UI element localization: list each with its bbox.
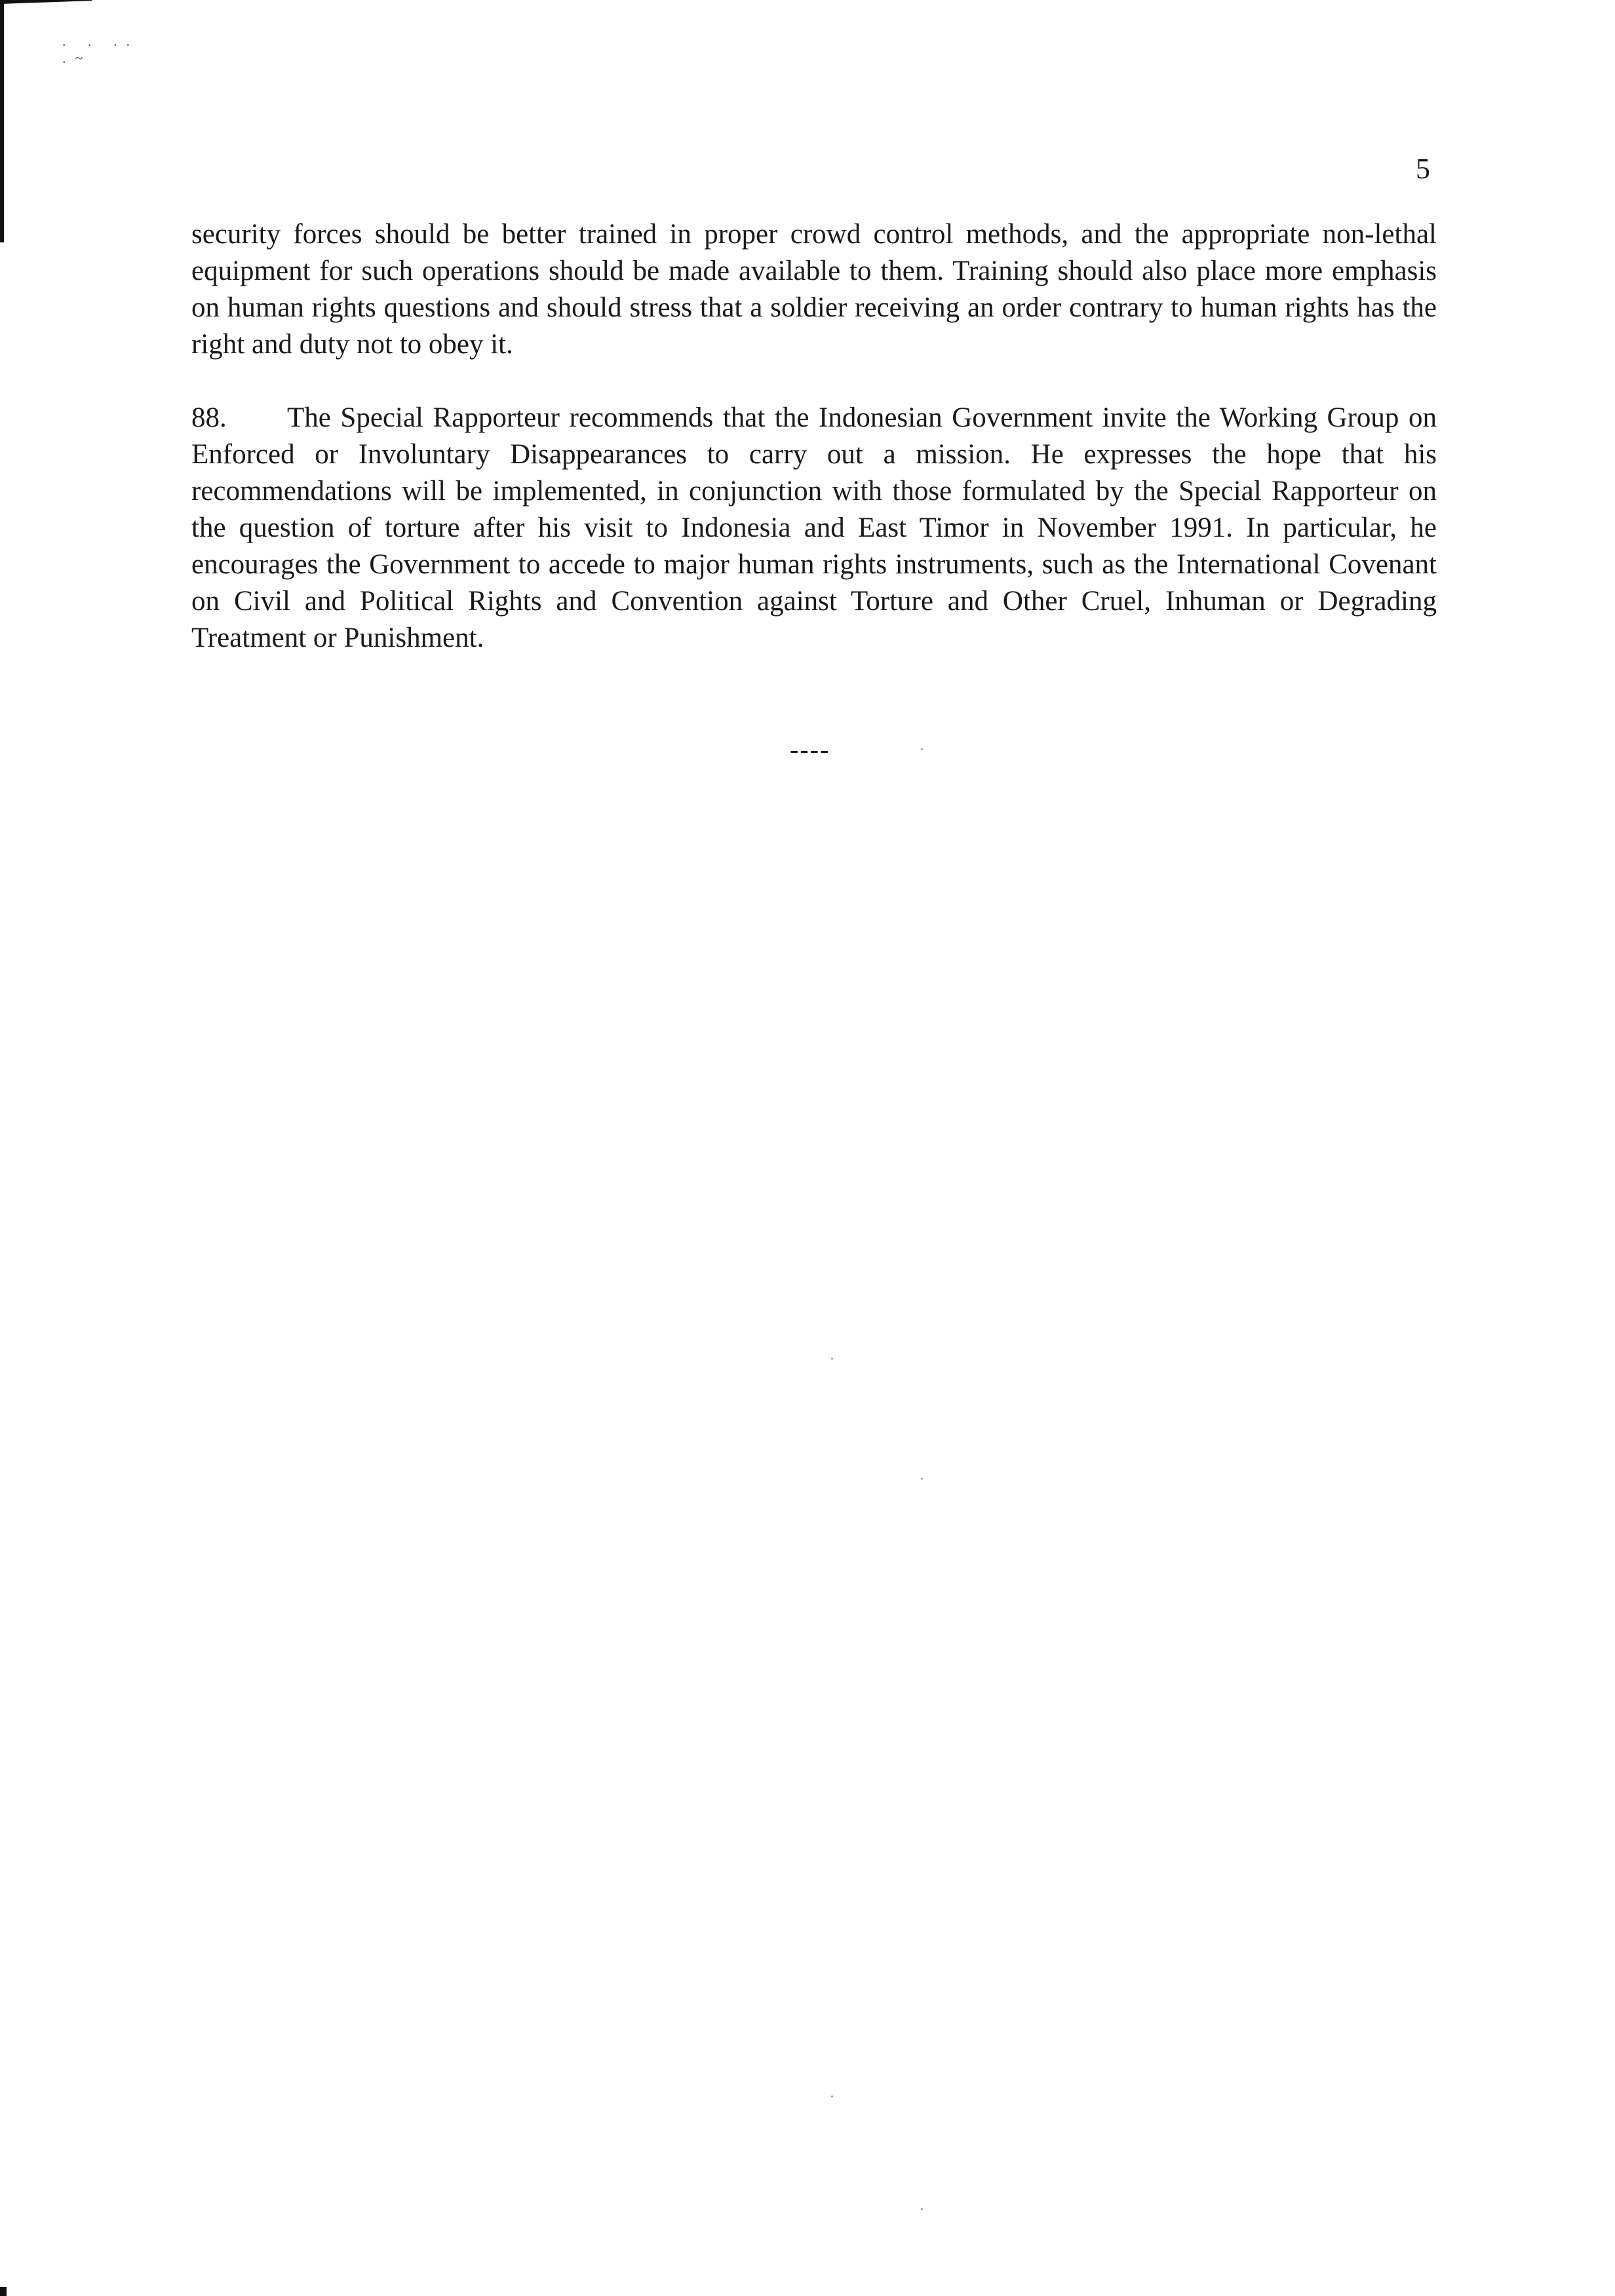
page-number: 5 xyxy=(1416,153,1430,185)
end-of-document-mark: ---- xyxy=(790,735,830,764)
scan-border-bottom xyxy=(0,2287,7,2296)
scan-speck xyxy=(921,1478,923,1480)
paragraph-88 xyxy=(191,400,1437,657)
scan-speck xyxy=(921,748,923,750)
paragraph-text: The Special Rapporteur recommends that the Indonesian Government invite the Working Group on Enforced or Involuntary Disappearances to carry out a mission. He expresses the hope that his recommendations will be implemented, in conjunction with those formulated by the Special Rapporteur on the question of torture after his visit to Indonesia and East Timor in November 1991. In particular, he encourages the Government to accede to major human rights instruments, such as the International Covenant on Civil and Political Rights and Convention against Torture and Other Cruel, Inhuman or Degrading Treatment or Punishment. xyxy=(191,402,1437,653)
document-body xyxy=(191,216,1437,657)
scan-speck xyxy=(921,2208,923,2210)
scan-border-top xyxy=(0,0,92,4)
scan-speck xyxy=(831,2095,833,2097)
scan-noise: . . .. .~ xyxy=(62,33,139,66)
paragraph-number: 88. xyxy=(191,402,227,433)
scan-border-left xyxy=(0,0,4,242)
paragraph-text: security forces should be better trained in proper crowd control methods, and the appropriate non-lethal equipment for such operations should be made available to them. Training should also place more emphasis on human rights questions and should stress that a soldier receiving an order contrary to human rights has the right and duty not to obey it. xyxy=(191,219,1437,360)
scan-speck xyxy=(831,1358,833,1360)
paragraph-continued xyxy=(191,216,1437,363)
